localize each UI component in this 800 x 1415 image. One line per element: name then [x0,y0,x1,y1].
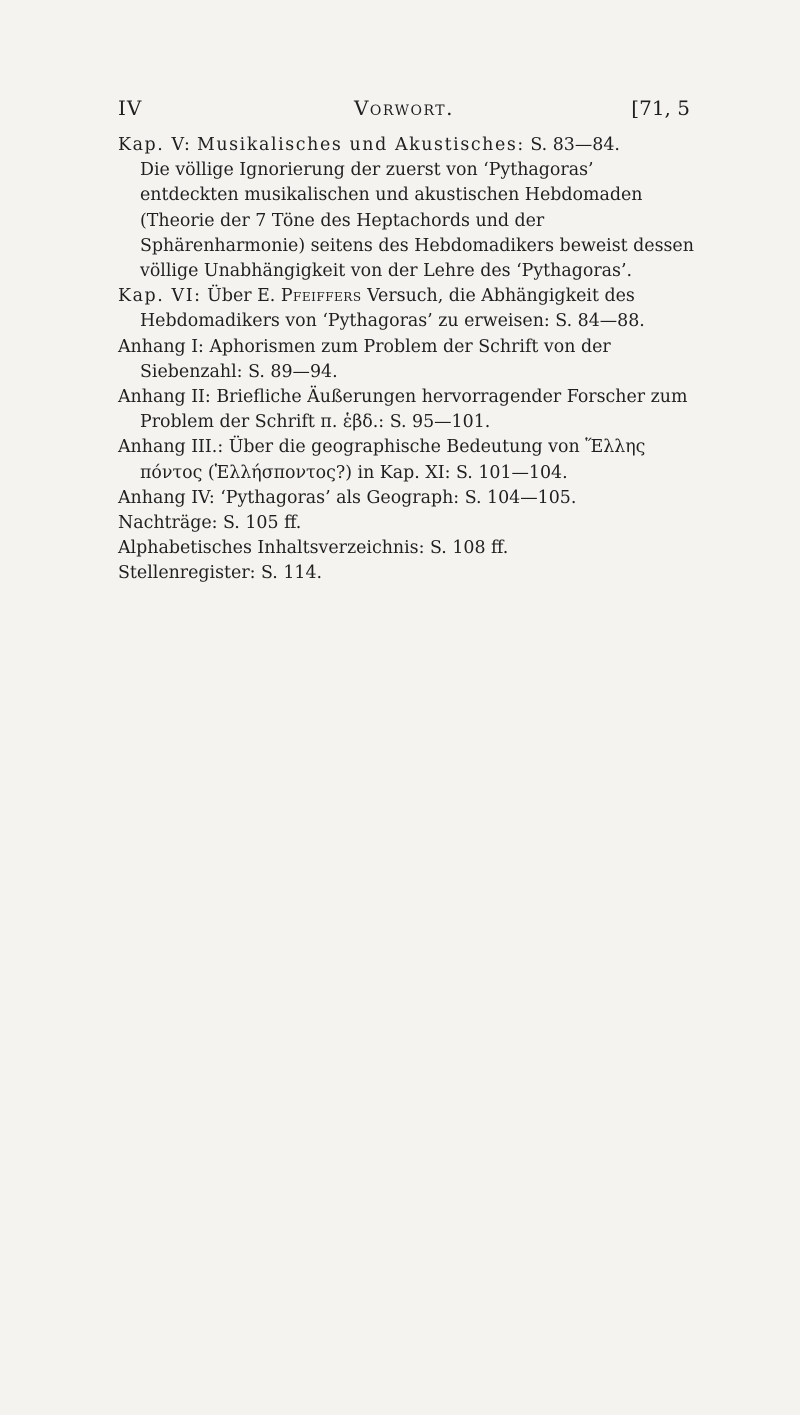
entry-anhang-i: Anhang I: Aphorismen zum Problem der Schrift von der Siebenzahl: S. 89—94. [118,336,611,382]
entry-kap-v [118,133,694,158]
entry-label: Kap. VI: [118,286,202,307]
author-name: Pfeiffers [280,286,362,307]
entry-pre: Über E. [201,286,281,307]
running-header [118,96,690,128]
entry-anhang-iii: Anhang III.: Über die geographische Bedeutung von Ἕλλης πόντος (Ἑλλήσποντος?) in Kap. XI: S. 101—104. [118,437,646,483]
page-number: IV [118,96,143,120]
entry-ref: S. 83—84. [524,135,620,155]
contents-list [118,133,694,587]
header-reference: [71, 5 [631,96,690,120]
entry-inhaltsverzeichnis: Alphabetisches Inhaltsverzeichnis: S. 108 ff. [118,538,509,559]
entry-kap-vi [118,284,694,334]
entry-post: Versuch, die Abhängigkeit des Hebdomadikers von ‘Pythagoras’ zu erweisen: S. 84—88. [140,286,645,332]
header-title: Vorwort. [353,96,454,120]
entry-stellenregister: Stellenregister: S. 114. [118,563,323,584]
entry-nachtraege: Nachträge: S. 105 ff. [118,513,302,534]
entry-anhang-ii: Anhang II: Briefliche Äußerungen hervorragender Forscher zum Problem der Schrift π. ἑβδ.: S. 95—101. [118,387,688,433]
entry-label: Kap. V: [118,135,192,155]
entry-title: Musikalisches und Akustisches: [196,135,525,155]
entry-kap-v-description: Die völlige Ignorierung der zuerst von ‘Pythagoras’ entdeckten musikalischen und akustischen Hebdomaden (Theorie der 7 Töne des Heptachords und der Sphärenharmonie) seitens des Hebdomadikers beweist dessen völlige Unabhängigkeit von der Lehre des ‘Pythagoras’. [140,160,694,282]
entry-anhang-iv: Anhang IV: ‘Pythagoras’ als Geograph: S. 104—105. [118,487,577,508]
